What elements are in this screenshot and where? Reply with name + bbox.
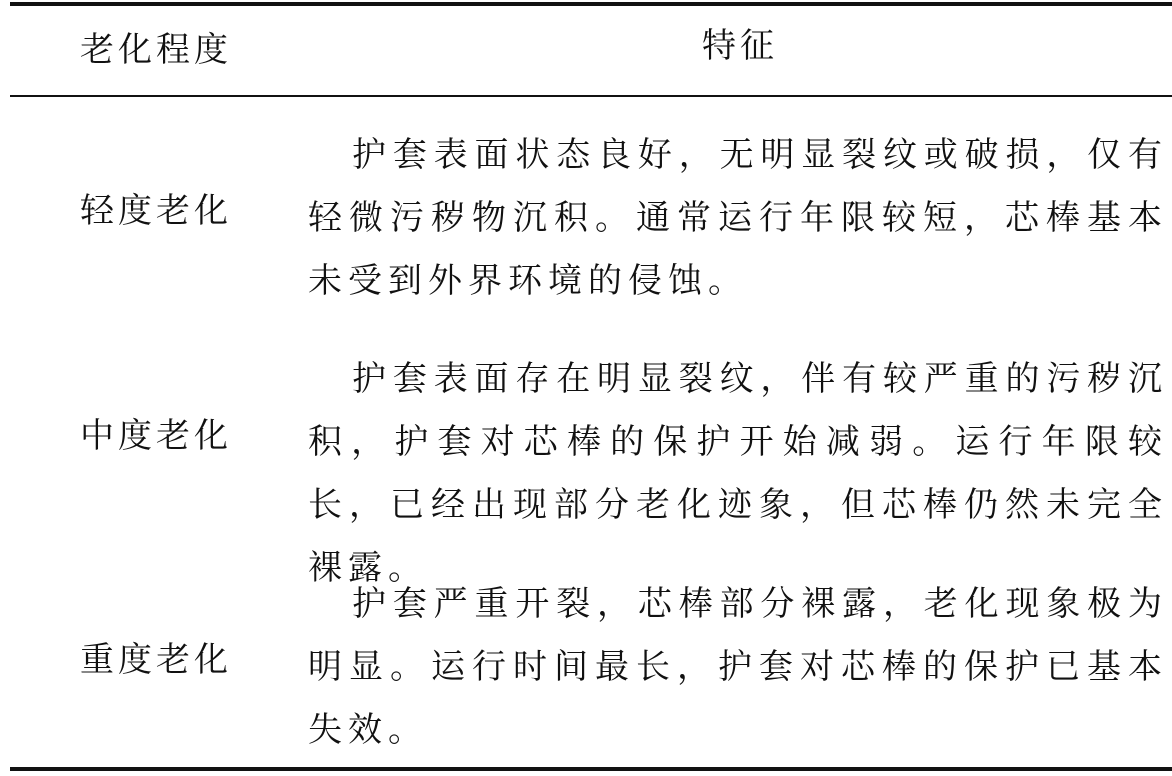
- row-level-severe: 重度老化: [80, 640, 232, 680]
- table-top-rule: [10, 2, 1172, 6]
- row-feature-severe: 护套严重开裂，芯棒部分裸露，老化现象极为明显。运行时间最长，护套对芯棒的保护已基本失效。: [308, 584, 1168, 750]
- aging-level-table: [10, 0, 1172, 776]
- header-aging-level: 老化程度: [80, 30, 232, 70]
- row-feature-moderate: 护套表面存在明显裂纹，伴有较严重的污秽沉积，护套对芯棒的保护开始减弱。运行年限较长，已经出现部分老化迹象，但芯棒仍然未完全裸露。: [308, 359, 1168, 588]
- header-feature: 特征: [702, 26, 778, 66]
- row-level-mild: 轻度老化: [80, 191, 232, 231]
- table-bottom-rule: [10, 767, 1172, 771]
- row-feature-mild: 护套表面状态良好，无明显裂纹或破损，仅有轻微污秽物沉积。通常运行年限较短，芯棒基本未受到外界环境的侵蚀。: [308, 135, 1168, 301]
- table-header-rule: [10, 95, 1172, 97]
- row-level-moderate: 中度老化: [80, 416, 232, 456]
